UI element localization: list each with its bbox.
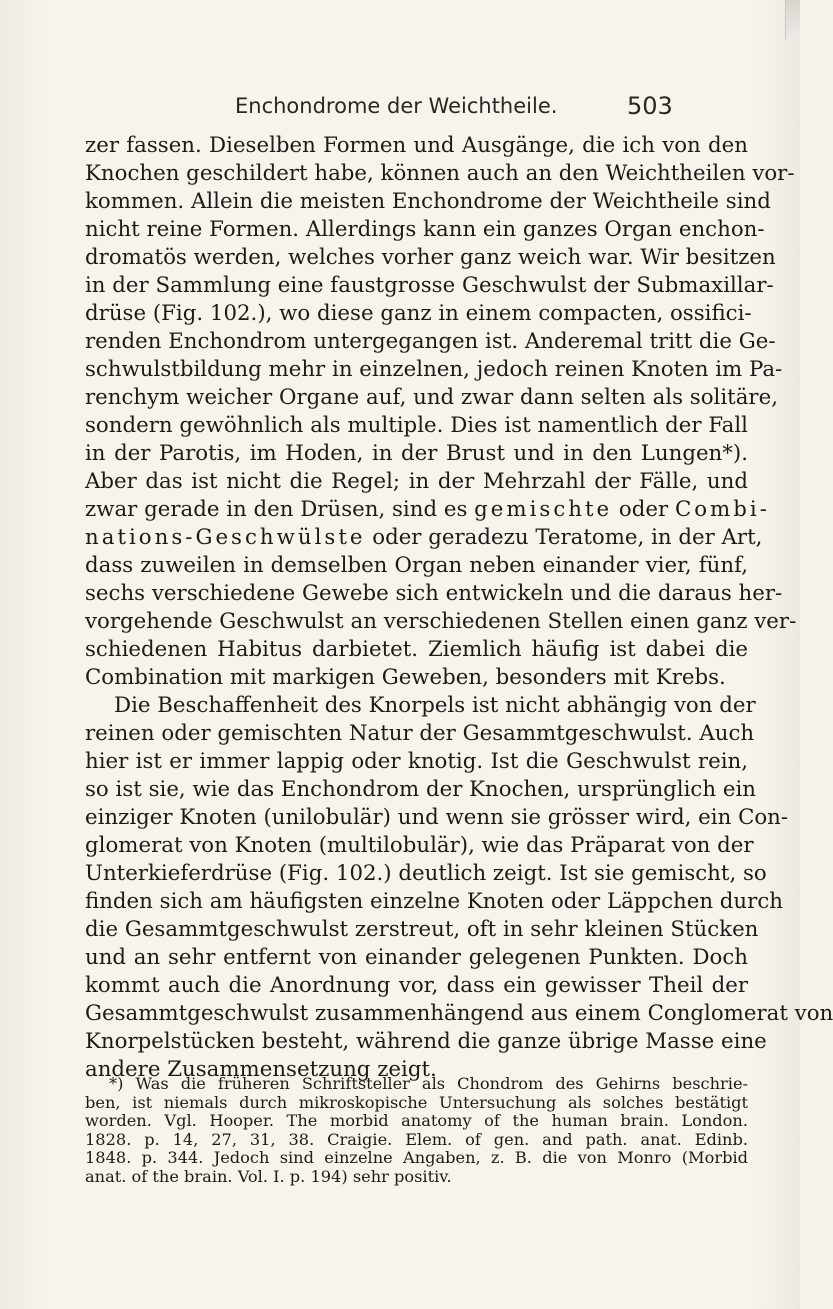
footnote [85, 1075, 748, 1186]
text-line: drüse (Fig. 102.), wo diese ganz in einem compacten, ossifici- [85, 301, 752, 326]
text-line: Aber das ist nicht die Regel; in der Mehrzahl der Fälle, und [85, 469, 748, 494]
text-line: nicht reine Formen. Allerdings kann ein ganzes Organ enchon- [85, 217, 765, 242]
text-line: in der Parotis, im Hoden, in der Brust und in den Lungen*). [85, 441, 748, 466]
text-line: finden sich am häufigsten einzelne Knoten oder Läppchen durch [85, 889, 783, 914]
text-line: so ist sie, wie das Enchondrom der Knochen, ursprünglich ein [85, 777, 756, 802]
text-line: kommen. Allein die meisten Enchondrome der Weichtheile sind [85, 189, 771, 214]
text-line: renden Enchondrom untergegangen ist. Anderemal tritt die Ge- [85, 329, 776, 354]
footnote-line: anat. of the brain. Vol. I. p. 194) sehr positiv. [85, 1166, 452, 1186]
text-line: einziger Knoten (unilobulär) und wenn sie grösser wird, ein Con- [85, 805, 789, 830]
text-line: sondern gewöhnlich als multiple. Dies ist namentlich der Fall [85, 413, 748, 438]
main-text [85, 132, 833, 1084]
text-line: andere Zusammensetzung zeigt. [85, 1057, 437, 1082]
text-line: Gesammtgeschwulst zusammenhängend aus einem Conglomerat von [85, 1001, 833, 1026]
running-header: Enchondrome der Weichtheile. [235, 94, 558, 118]
page-number: 503 [627, 92, 673, 120]
spaced-term: Combi- [674, 497, 770, 522]
footnote-line: 1848. p. 344. Jedoch sind einzelne Angaben, z. B. die von Monro (Morbid [85, 1148, 748, 1167]
text-line [85, 496, 770, 524]
text-fragment: oder [612, 497, 675, 522]
text-line: Knorpelstücken besteht, während die ganze übrige Masse eine [85, 1029, 767, 1054]
text-line: Die Beschaffenheit des Knorpels ist nicht abhängig von der [114, 693, 756, 718]
text-line: schwulstbildung mehr in einzelnen, jedoch reinen Knoten im Pa- [85, 357, 783, 382]
text-line: reinen oder gemischten Natur der Gesammtgeschwulst. Auch [85, 721, 755, 746]
text-line: schiedenen Habitus darbietet. Ziemlich häufig ist dabei die [85, 637, 748, 662]
text-line: glomerat von Knoten (multilobulär), wie das Präparat von der [85, 833, 754, 858]
text-line: in der Sammlung eine faustgrosse Geschwulst der Submaxillar- [85, 273, 774, 298]
footnote-line: worden. Vgl. Hooper. The morbid anatomy of the human brain. London. [85, 1111, 748, 1130]
text-fragment: zwar gerade in den Drüsen, sind es [85, 497, 475, 522]
text-line: kommt auch die Anordnung vor, dass ein gewisser Theil der [85, 973, 748, 998]
text-line: und an sehr entfernt von einander gelegenen Punkten. Doch [85, 945, 748, 970]
text-line: Unterkieferdrüse (Fig. 102.) deutlich zeigt. Ist sie gemischt, so [85, 861, 767, 886]
text-line: sechs verschiedene Gewebe sich entwickeln und die daraus her- [85, 581, 783, 606]
spaced-term: gemischte [474, 497, 613, 522]
text-line: dromatös werden, welches vorher ganz weich war. Wir besitzen [85, 245, 776, 270]
text-line: zer fassen. Dieselben Formen und Ausgänge, die ich von den [85, 133, 748, 158]
text-fragment: oder geradezu Teratome, in der Art, [365, 525, 763, 550]
text-line [85, 524, 763, 552]
text-line: renchym weicher Organe auf, und zwar dann selten als solitäre, [85, 385, 778, 410]
spaced-term: nations-Geschwülste [85, 525, 366, 550]
text-line: vorgehende Geschwulst an verschiedenen Stellen einen ganz ver- [85, 609, 797, 634]
text-line: Combination mit markigen Geweben, besonders mit Krebs. [85, 665, 726, 690]
text-line: dass zuweilen in demselben Organ neben einander vier, fünf, [85, 553, 748, 578]
footnote-line: *) Was die früheren Schriftsteller als Chondrom des Gehirns beschrie- [109, 1074, 748, 1093]
text-line: die Gesammtgeschwulst zerstreut, oft in sehr kleinen Stücken [85, 917, 759, 942]
page-edge-shadow [785, 0, 800, 40]
footnote-line: ben, ist niemals durch mikroskopische Untersuchung als solches bestätigt [85, 1092, 748, 1112]
footnote-line: 1828. p. 14, 27, 31, 38. Craigie. Elem. of gen. and path. anat. Edinb. [85, 1129, 748, 1149]
text-line: Knochen geschildert habe, können auch an den Weichtheilen vor- [85, 161, 795, 186]
text-line: hier ist er immer lappig oder knotig. Ist die Geschwulst rein, [85, 749, 748, 774]
